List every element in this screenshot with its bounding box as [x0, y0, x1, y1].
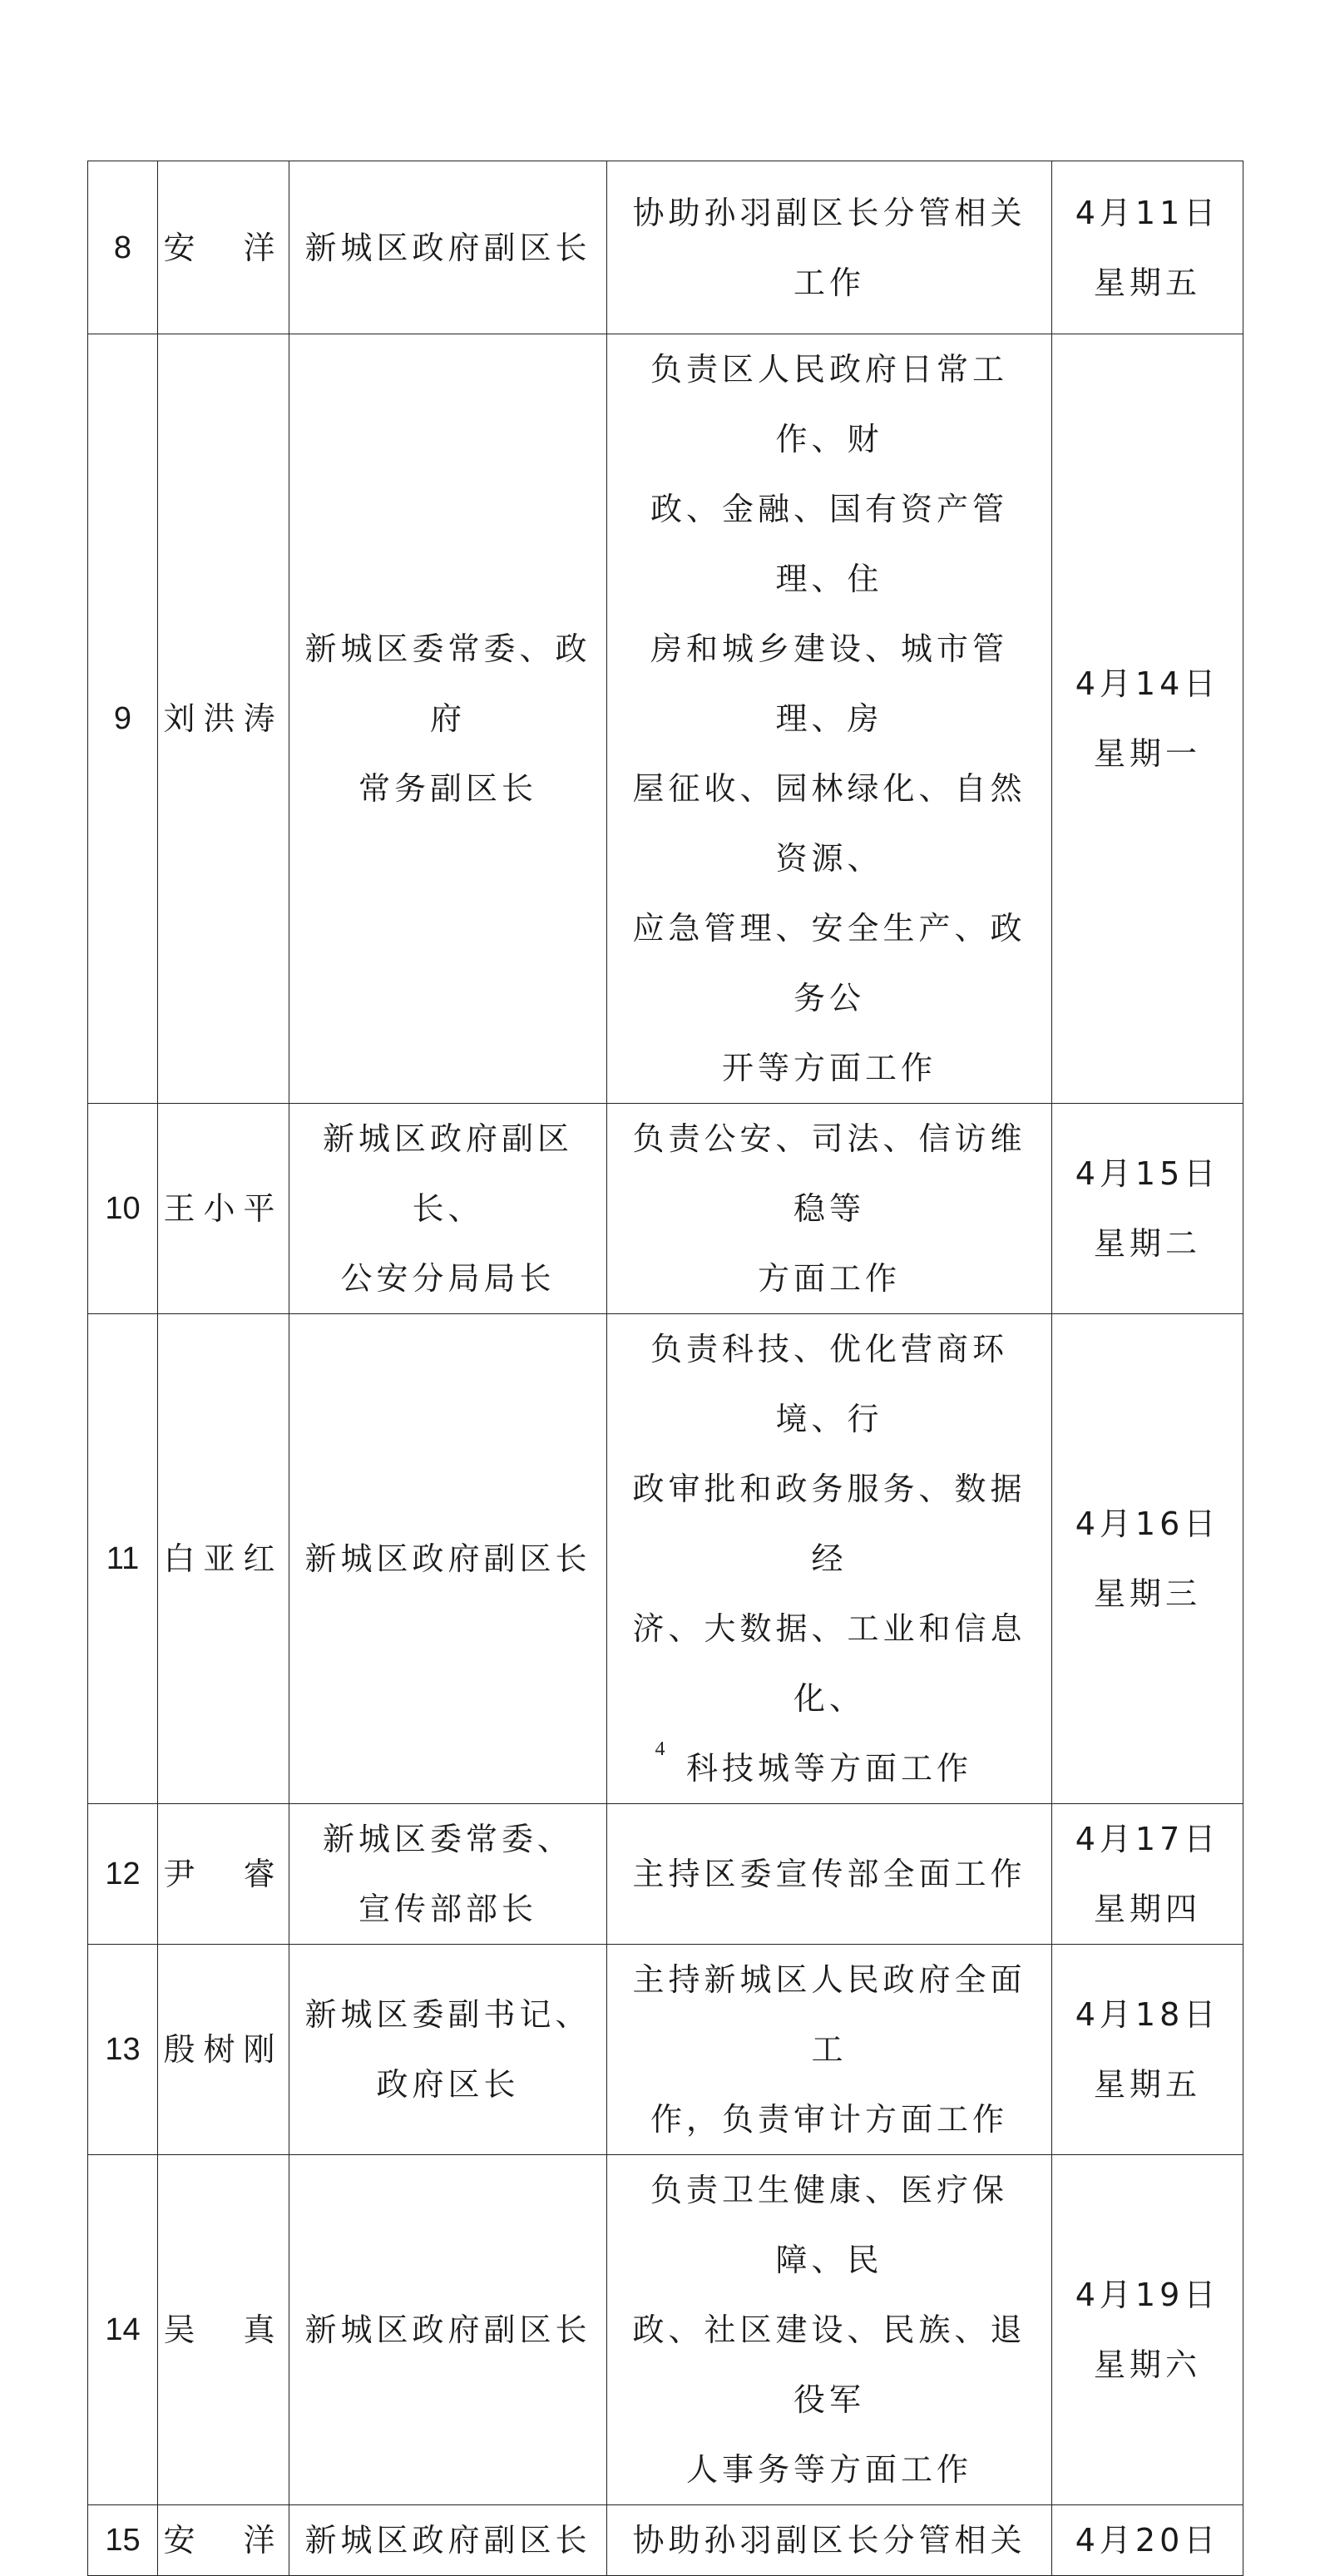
date-cell: 4月14日 星期一	[1052, 334, 1243, 1104]
duty-description: 负责科技、优化营商环境、行 政审批和政务服务、数据经 济、大数据、工业和信息化、 科技城等方面工作	[607, 1314, 1052, 1804]
date-cell: 4月16日 星期三	[1052, 1314, 1243, 1804]
table-row	[88, 1945, 1243, 2155]
person-name: 安 洋	[158, 161, 289, 334]
schedule-table	[87, 161, 1243, 2576]
person-name: 安 洋	[158, 2505, 289, 2576]
duty-description: 负责公安、司法、信访维稳等 方面工作	[607, 1104, 1052, 1314]
table-row	[88, 1804, 1243, 1945]
date-cell: 4月11日 星期五	[1052, 161, 1243, 334]
position-title: 新城区政府副区长、 公安分局局长	[289, 1104, 607, 1314]
duty-description: 负责卫生健康、医疗保障、民 政、社区建设、民族、退役军 人事务等方面工作	[607, 2155, 1052, 2505]
person-name: 刘洪涛	[158, 334, 289, 1104]
table-row	[88, 1314, 1243, 1804]
person-name: 殷树刚	[158, 1945, 289, 2155]
position-title: 新城区委常委、政府 常务副区长	[289, 334, 607, 1104]
table-row	[88, 2155, 1243, 2505]
date-cell: 4月15日 星期二	[1052, 1104, 1243, 1314]
row-number: 8	[88, 161, 158, 334]
date-cell: 4月17日 星期四	[1052, 1804, 1243, 1945]
position-title: 新城区政府副区长	[289, 1314, 607, 1804]
duty-description: 协助孙羽副区长分管相关	[607, 2505, 1052, 2576]
row-number: 12	[88, 1804, 158, 1945]
person-name: 尹 睿	[158, 1804, 289, 1945]
date-cell: 4月20日	[1052, 2505, 1243, 2576]
duty-description: 负责区人民政府日常工作、财 政、金融、国有资产管理、住 房和城乡建设、城市管理、房 屋征收、园林绿化、自然资源、 应急管理、安全生产、政务公 开等方面工作	[607, 334, 1052, 1104]
position-title: 新城区政府副区长	[289, 2155, 607, 2505]
duty-description: 主持新城区人民政府全面工 作，负责审计方面工作	[607, 1945, 1052, 2155]
position-title: 新城区委常委、 宣传部部长	[289, 1804, 607, 1945]
position-title: 新城区委副书记、 政府区长	[289, 1945, 607, 2155]
position-title: 新城区政府副区长	[289, 161, 607, 334]
row-number: 9	[88, 334, 158, 1104]
duty-description: 协助孙羽副区长分管相关 工作	[607, 161, 1052, 334]
row-number: 10	[88, 1104, 158, 1314]
date-cell: 4月19日 星期六	[1052, 2155, 1243, 2505]
row-number: 13	[88, 1945, 158, 2155]
person-name: 王小平	[158, 1104, 289, 1314]
position-title: 新城区政府副区长	[289, 2505, 607, 2576]
row-number: 15	[88, 2505, 158, 2576]
table-row	[88, 2505, 1243, 2576]
date-cell: 4月18日 星期五	[1052, 1945, 1243, 2155]
duty-description: 主持区委宣传部全面工作	[607, 1804, 1052, 1945]
row-number: 14	[88, 2155, 158, 2505]
row-number: 11	[88, 1314, 158, 1804]
table-row	[88, 161, 1243, 334]
table-row	[88, 334, 1243, 1104]
person-name: 吴 真	[158, 2155, 289, 2505]
person-name: 白亚红	[158, 1314, 289, 1804]
page-number: 4	[655, 1738, 665, 1760]
table-row	[88, 1104, 1243, 1314]
